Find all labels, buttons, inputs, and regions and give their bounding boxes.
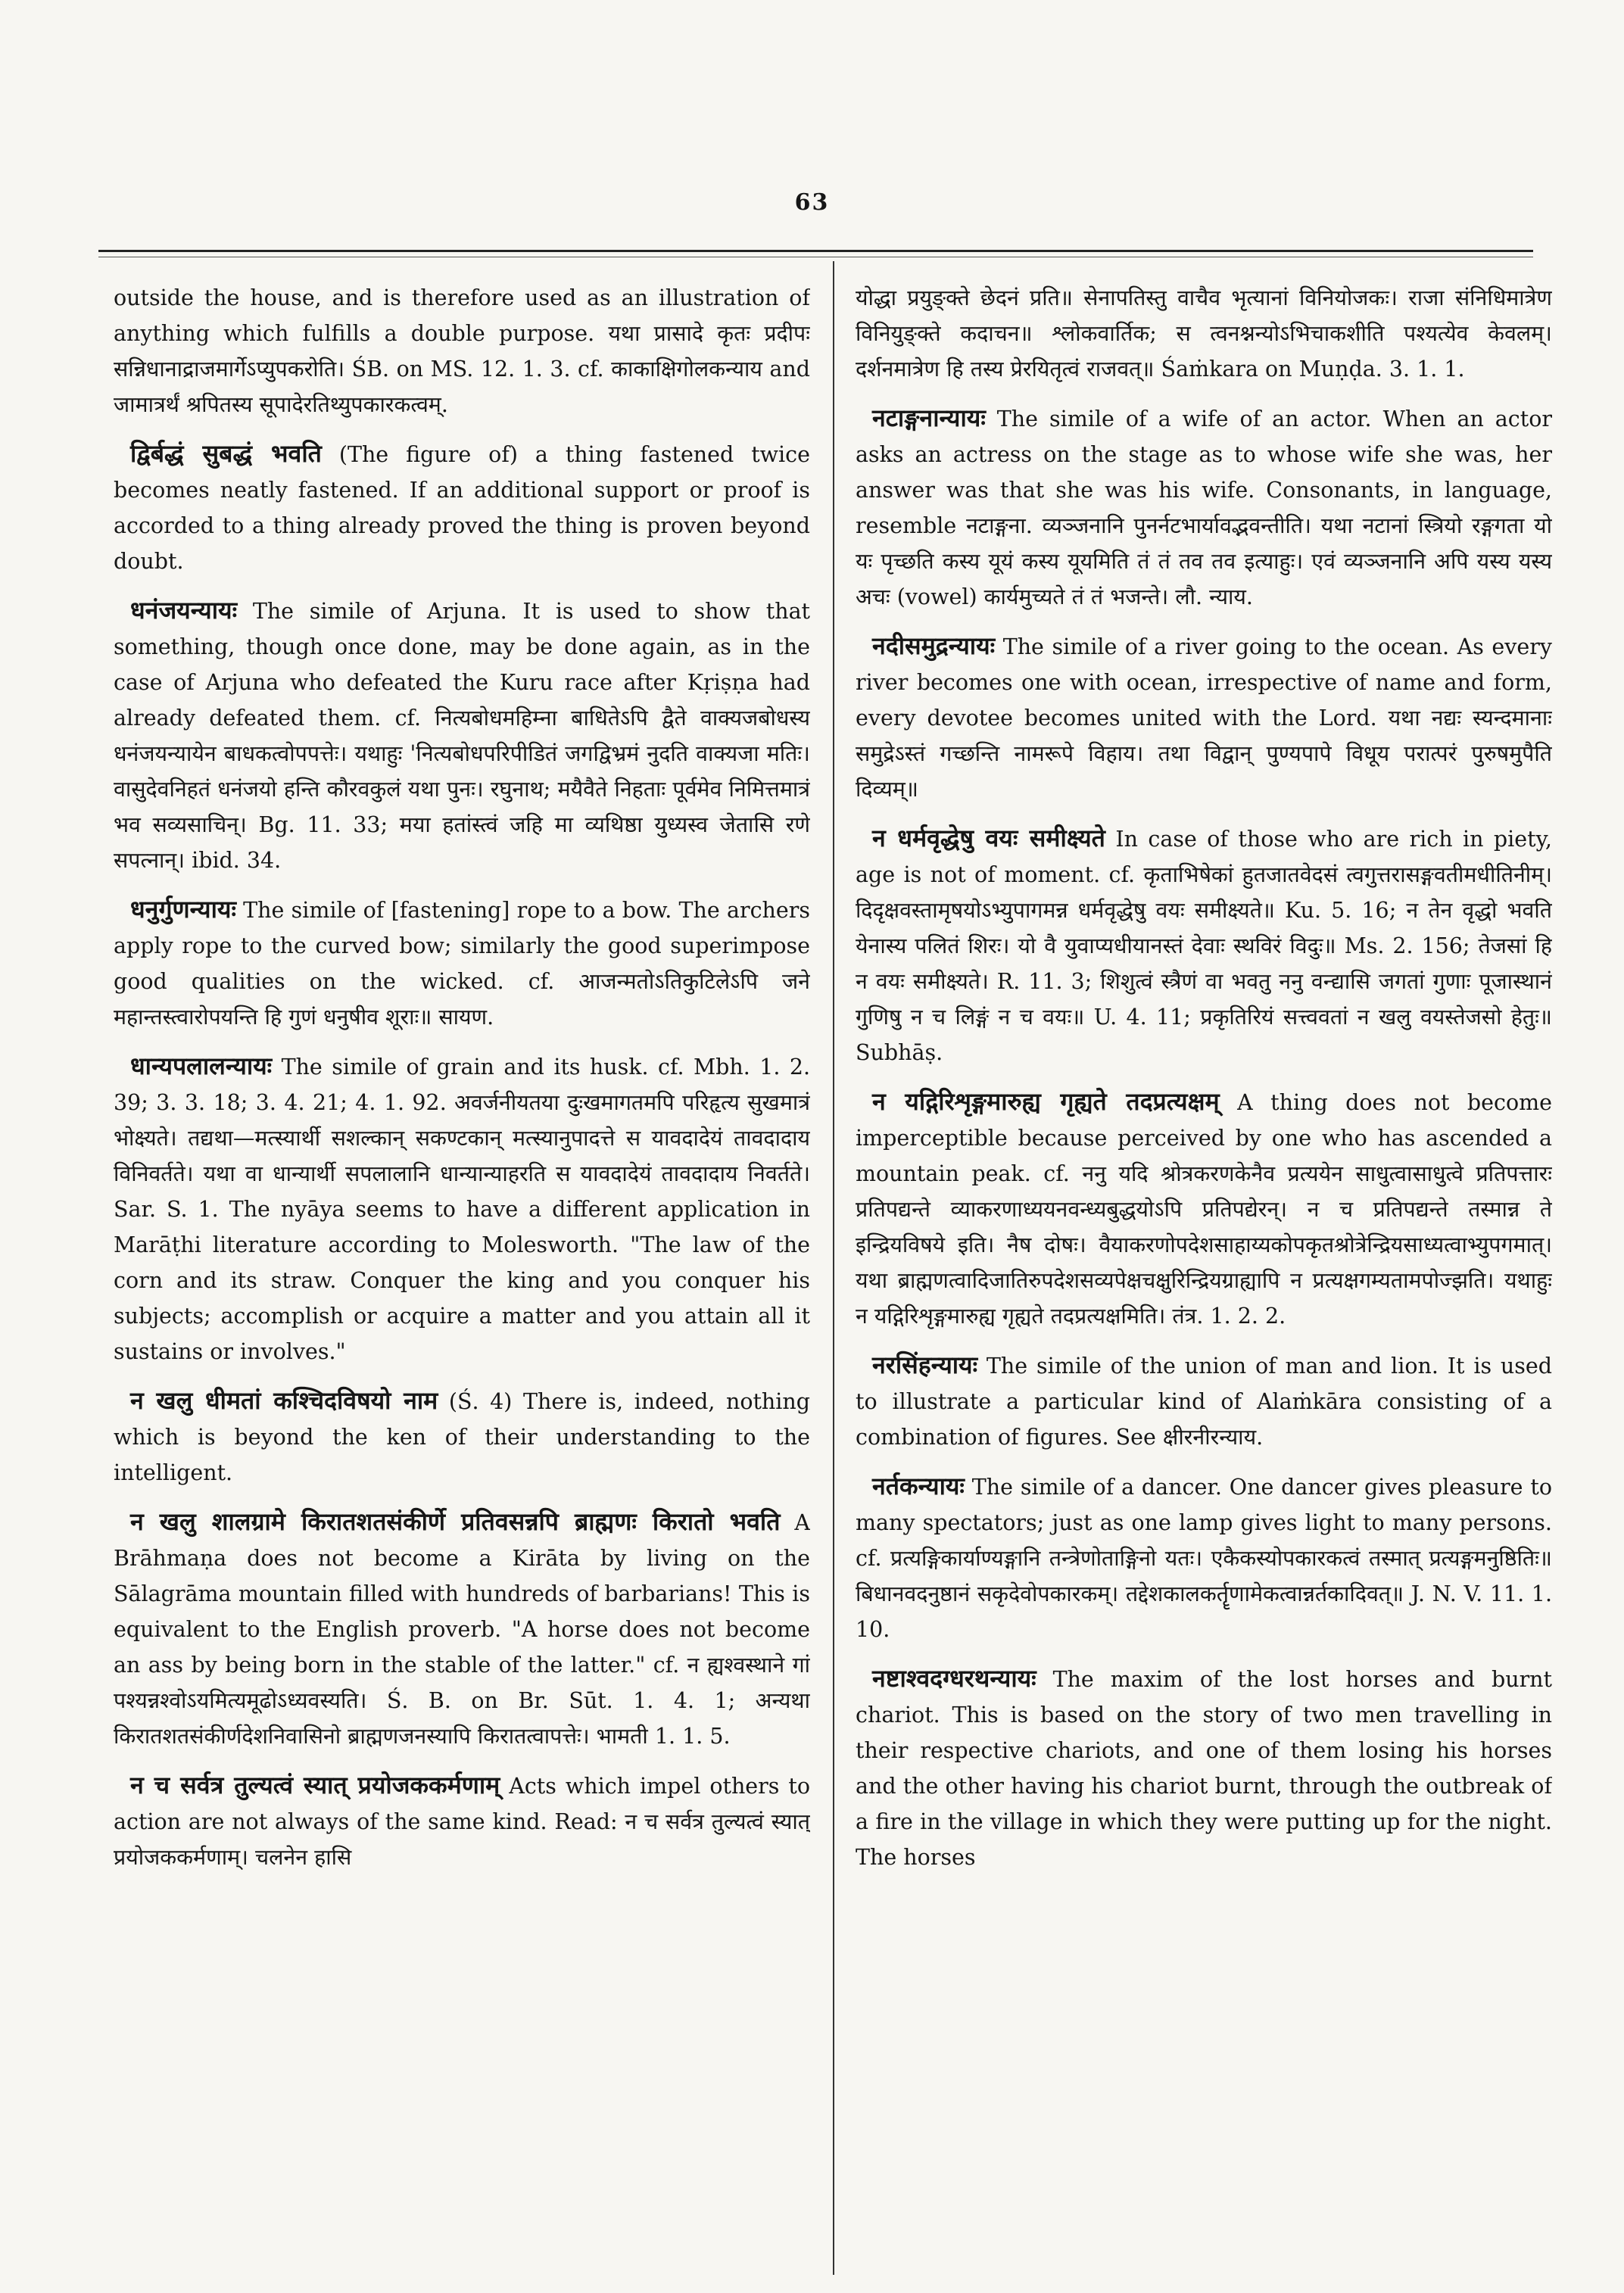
entry-paragraph	[114, 1383, 810, 1491]
entry-headword: नदीसमुद्रन्यायः	[872, 631, 996, 660]
entry-text: The simile of grain and its husk. cf. Mbh. 1. 2. 39; 3. 3. 18; 3. 4. 21; 4. 1. 92. अवर्जनीयतया दुःखमागतमपि परिहृत्य सुखमात्रं भोक्ष्यते। तद्यथा—मत्स्यार्थी सशल्कान् सकण्टकान् मत्स्यानुपादत्ते स यावदादेयं तावदादाय विनिवर्तते। यथा वा धान्यार्थी सपलालानि धान्यान्याहरति स यावदादेयं तावदादाय निवर्तते। Sar. S. 1. The nyāya seems to have a different application in Marāṭhi literature according to Molesworth. "The law of the corn and its straw. Conquer the king and you conquer his subjects; accomplish or acquire a matter and you attain all it sustains or involves."	[114, 1055, 810, 1364]
entry-headword: न यद्गिरिशृङ्गमारुह्य गृह्यते तदप्रत्यक्षम्	[872, 1087, 1220, 1116]
entry-headword: द्विर्बद्धं सुबद्धं भवति	[130, 439, 322, 468]
entry-headword: न च सर्वत्र तुल्यत्वं स्यात् प्रयोजककर्मणाम्	[130, 1771, 500, 1799]
dictionary-entry	[114, 1048, 810, 1369]
entry-text: A thing does not become imperceptible because perceived by one who has ascended a mountain peak. cf. ननु यदि श्रोत्रकरणकेनैव प्रत्ययेन साधुत्वासाधुत्वे प्रतिपत्तारः प्रतिपद्यन्ते व्याकरणाध्ययनवन्ध्यबुद्धयोऽपि प्रतिपद्येरन्। न च प्रतिपद्यन्ते तस्मान्न ते इन्द्रियविषये इति। नैष दोषः। वैयाकरणोपदेशसाहाय्यकोपकृतश्रोत्रेन्द्रियसाध्यत्वाभ्युपगमात्। यथा ब्राह्मणत्वादिजातिरुपदेशसव्यपेक्षचक्षुरिन्द्रियग्राह्यापि न प्रत्यक्षगम्यतामपोज्झति। यथाहुः न यद्गिरिशृङ्गमारुह्य गृह्यते तदप्रत्यक्षमिति। तंत्र. 1. 2. 2.	[856, 1090, 1552, 1329]
dictionary-entry	[114, 593, 810, 878]
entry-paragraph	[856, 821, 1552, 1070]
dictionary-entry	[856, 1347, 1552, 1455]
entry-headword: न खलु धीमतां कश्चिदविषयो नाम	[130, 1386, 438, 1415]
entry-paragraph	[114, 1768, 810, 1875]
entry-headword: धनंजयन्यायः	[130, 596, 238, 625]
dictionary-entry	[114, 436, 810, 579]
entry-text: The simile of the union of man and lion. It is used to illustrate a particular kind of Alaṁkāra consisting of a combination of figures. See क्षीरनीरन्याय.	[856, 1354, 1552, 1450]
dictionary-entry	[856, 1661, 1552, 1875]
column-divider	[833, 261, 834, 2275]
dictionary-entry	[856, 1084, 1552, 1334]
entry-paragraph	[114, 436, 810, 579]
entry-text: A Brāhmaṇa does not become a Kirāta by living on the Sālagrāma mountain filled with hundreds of barbarians! This is equivalent to the English proverb. "A horse does not become an ass by being born in the stable of the latter." cf. न ह्यश्वस्थाने गां पश्यन्नश्वोऽयमित्यमूढोऽध्यवस्यति। Ś. B. on Br. Sūt. 1. 4. 1; अन्यथा किरातशतसंकीर्णदेशनिवासिनो ब्राह्मणजनस्यापि किरातत्वापत्तेः। भामती 1. 1. 5.	[114, 1510, 810, 1749]
entry-text: outside the house, and is therefore used as an illustration of anything which fulfills a double purpose. यथा प्रासादे कृतः प्रदीपः सन्निधानाद्राजमार्गेऽप्युपकरोति। ŚB. on MS. 12. 1. 3. cf. काकाक्षिगोलकन्याय and जामात्रर्थं श्रपितस्य सूपादेरतिथ्युपकारकत्वम्.	[114, 285, 810, 417]
entry-paragraph	[856, 280, 1552, 387]
entry-text: The simile of [fastening] rope to a bow. The archers apply rope to the curved bow; similarly the good superimpose good qualities on the wicked. cf. आजन्मतोऽतिकुटिलेऽपि जने महान्तस्त्वारोपयन्ति हि गुणं धनुषीव शूराः॥ सायण.	[114, 898, 810, 1030]
entry-text: (Ś. 4) There is, indeed, nothing which is beyond the ken of their understanding to the intelligent.	[114, 1389, 810, 1485]
entry-text: The simile of a dancer. One dancer gives pleasure to many spectators; just as one lamp gives light to many persons. cf. प्रत्यङ्गिकार्याण्यङ्गानि तन्त्रेणोताङ्गिनो यतः। एकैकस्योपकारकत्वं तस्मात् प्रत्यङ्गमनुष्ठितिः॥ बिधानवदनुष्ठानं सकृदेवोपकारकम्। तद्देशकालकर्तॄणामेकत्वान्नर्तकादिवत्॥ J. N. V. 11. 1. 10.	[856, 1475, 1552, 1642]
entry-paragraph	[856, 1347, 1552, 1455]
entry-paragraph	[856, 628, 1552, 807]
dictionary-entry	[114, 1383, 810, 1491]
entry-text: The maxim of the lost horses and burnt chariot. This is based on the story of two men travelling in their respective chariots, and one of them losing his horses and the other having his chariot burnt, through the outbreak of a fire in the village in which they were putting up for the night. The horses	[856, 1667, 1552, 1870]
entry-paragraph	[856, 1661, 1552, 1875]
dictionary-entry	[856, 1469, 1552, 1647]
entry-headword: नटाङ्गनान्यायः	[872, 403, 986, 432]
header-rule	[98, 250, 1533, 257]
dictionary-entry	[114, 892, 810, 1035]
entry-headword: नरसिंहन्यायः	[872, 1351, 978, 1379]
entry-text: The simile of a wife of an actor. When an actor asks an actress on the stage as to whose wife she was, her answer was that she was his wife. Consonants, in language, resemble नटाङ्गना. व्यञ्जनानि पुनर्नटभार्यावद्भवन्तीति। यथा नटानां स्त्रियो रङ्गगता यो यः पृच्छति कस्य यूयं कस्य यूयमिति तं तं तव तव इत्याहुः। एवं व्यञ्जनानि अपि यस्य यस्य अचः (vowel) कार्यमुच्यते तं तं भजन्ते। लौ. न्याय.	[856, 407, 1552, 609]
dictionary-entry	[114, 280, 810, 422]
entry-paragraph	[856, 1469, 1552, 1647]
entry-headword: धान्यपलालन्यायः	[130, 1051, 273, 1080]
entry-paragraph	[856, 400, 1552, 615]
entry-headword: न खलु शालग्रामे किरातशतसंकीर्णे प्रतिवसन्नपि ब्राह्मणः किरातो भवति	[130, 1507, 781, 1536]
entry-paragraph	[856, 1084, 1552, 1334]
dictionary-entry	[114, 1768, 810, 1875]
entry-text: योद्धा प्रयुङ्क्ते छेदनं प्रति॥ सेनापतिस्तु वाचैव भृत्यानां विनियोजकः। राजा संनिधिमात्रेण विनियुङ्क्ते कदाचन॥ श्लोकवार्तिक; स त्वनश्नन्योऽभिचाकशीति पश्यत्येव केवलम्। दर्शनमात्रेण हि तस्य प्रेरयितृत्वं राजवत्॥ Śaṁkara on Muṇḍa. 3. 1. 1.	[856, 285, 1552, 382]
entry-paragraph	[114, 892, 810, 1035]
entry-headword: न धर्मवृद्धेषु वयः समीक्ष्यते	[872, 824, 1105, 852]
dictionary-entry	[856, 628, 1552, 807]
dictionary-entry	[856, 280, 1552, 387]
entry-text: In case of those who are rich in piety, age is not of moment. cf. कृताभिषेकां हुतजातवेदसं त्वगुत्तरासङ्गवतीमधीतिनीम्। दिदृक्षवस्तामृषयोऽभ्युपागमन्न धर्मवृद्धेषु वयः समीक्ष्यते॥ Ku. 5. 16; न तेन वृद्धो भवति येनास्य पलितं शिरः। यो वै युवाप्यधीयानस्तं देवाः स्थविरं विदुः॥ Ms. 2. 156; तेजसां हि न वयः समीक्ष्यते। R. 11. 3; शिशुत्वं स्त्रैणं वा भवतु ननु वन्द्यासि जगतां गुणाः पूजास्थानं गुणिषु न च लिङ्गं न च वयः॥ U. 4. 11; प्रकृतिरियं सत्त्ववतां न खलु वयस्तेजसो हेतुः॥ Subhāṣ.	[856, 827, 1552, 1065]
entry-text: (The figure of) a thing fastened twice becomes neatly fastened. If an additional support or proof is accorded to a thing already proved the thing is proven beyond doubt.	[114, 442, 810, 574]
entry-headword: नर्तकन्यायः	[872, 1472, 965, 1500]
left-column	[114, 280, 810, 2263]
entry-paragraph	[114, 280, 810, 422]
dictionary-entry	[856, 821, 1552, 1070]
entry-headword: धनुर्गुणन्यायः	[130, 895, 236, 924]
entry-text: Acts which impel others to action are not always of the same kind. Read: न च सर्वत्र तुल्यत्वं स्यात् प्रयोजककर्मणाम्। चलनेन हासि	[114, 1774, 810, 1870]
right-column	[856, 280, 1552, 2263]
page-number: 63	[794, 189, 830, 216]
entry-text: The simile of Arjuna. It is used to show that something, though once done, may be done again, as in the case of Arjuna who defeated the Kuru race after Kṛiṣṇa had already defeated them. cf. नित्यबोधमहिम्ना बाधितेऽपि द्वैते वाक्यजबोधस्य धनंजयन्यायेन बाधकत्वोपपत्तेः। यथाहुः 'नित्यबोधपरिपीडितं जगद्विभ्रमं नुदति वाक्यजा मतिः। वासुदेवनिहतं धनंजयो हन्ति कौरवकुलं यथा पुनः। रघुनाथ; मयैवैते निहताः पूर्वमेव निमित्तमात्रं भव सव्यसाचिन्। Bg. 11. 33; मया हतांस्त्वं जहि मा व्यथिष्ठा युध्यस्व जेतासि रणे सपत्नान्। ibid. 34.	[114, 599, 810, 873]
dictionary-entry	[856, 400, 1552, 615]
entry-headword: नष्टाश्वदग्धरथन्यायः	[872, 1664, 1036, 1693]
entry-paragraph	[114, 1048, 810, 1369]
entry-text: The simile of a river going to the ocean. As every river becomes one with ocean, irrespective of name and form, every devotee becomes united with the Lord. यथा नद्यः स्यन्दमानाः समुद्रेऽस्तं गच्छन्ति नामरूपे विहाय। तथा विद्वान् पुण्यपापे विधूय परात्परं पुरुषमुपैति दिव्यम्॥	[856, 634, 1552, 802]
dictionary-entry	[114, 1504, 810, 1754]
entry-paragraph	[114, 1504, 810, 1754]
entry-paragraph	[114, 593, 810, 878]
